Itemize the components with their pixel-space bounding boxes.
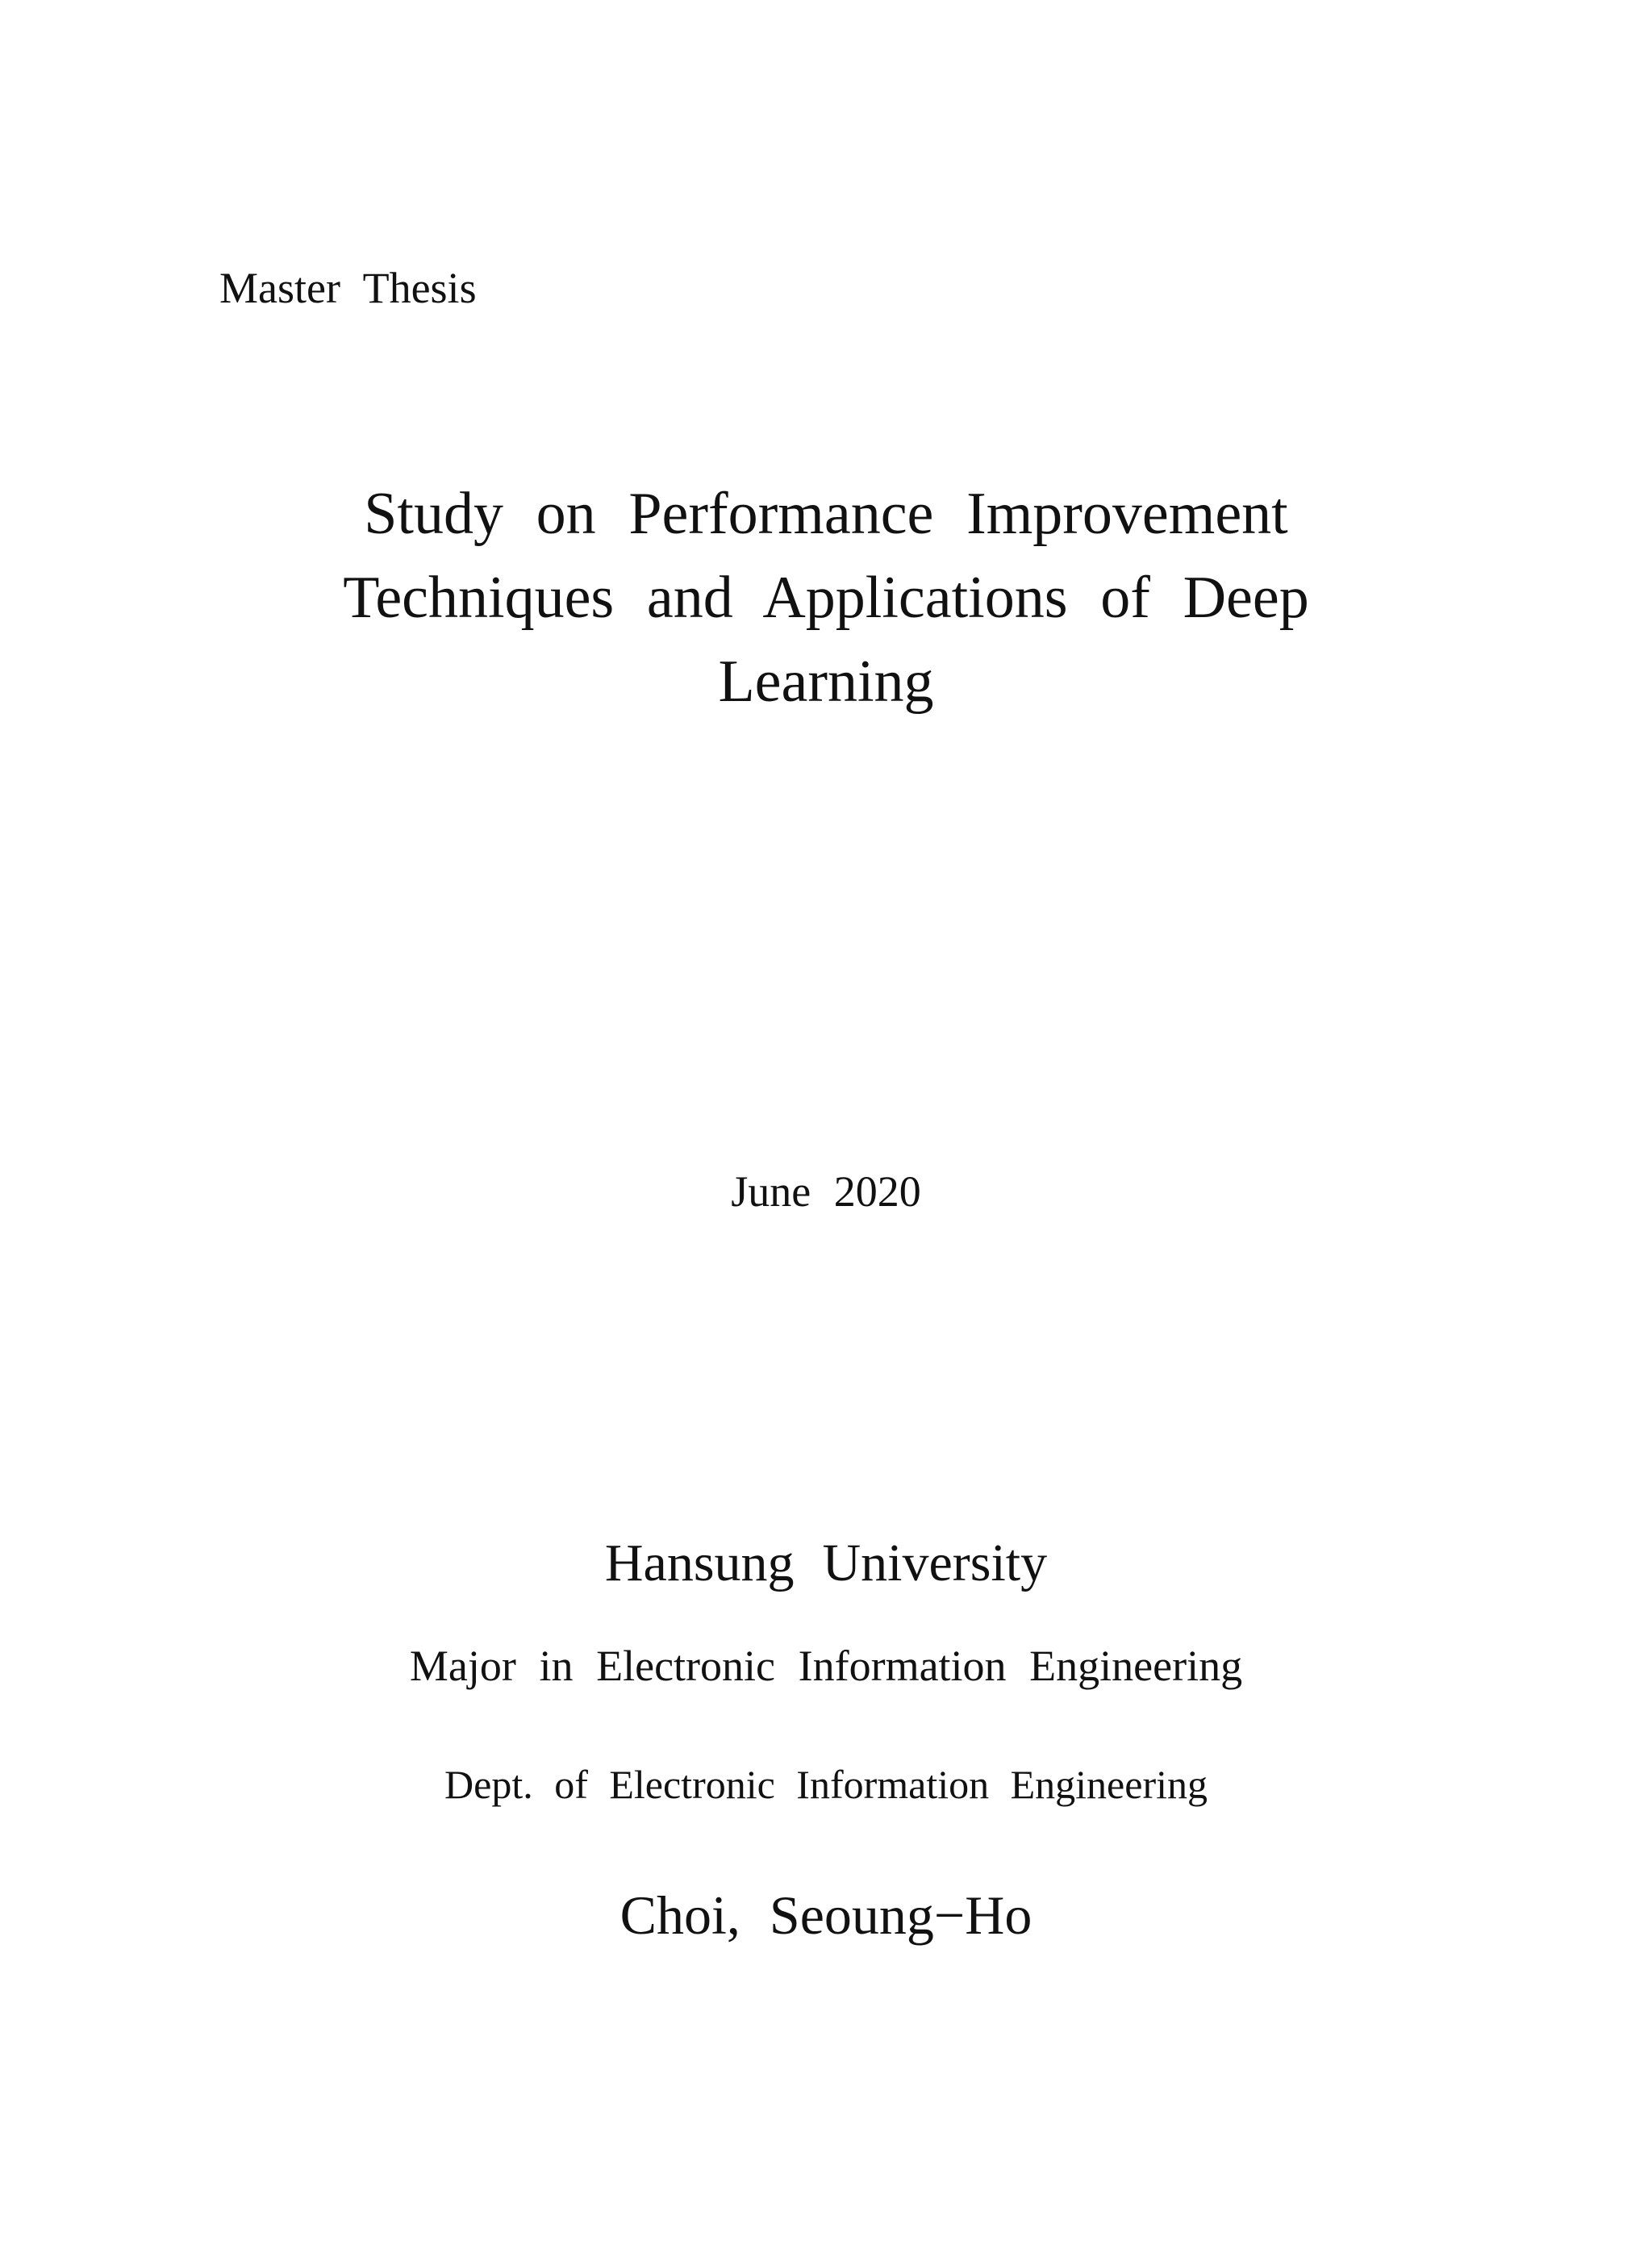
title-line-1: Study on Performance Improvement [364,481,1288,547]
university-name: Hansung University [604,1534,1048,1592]
title-line-3: Learning [718,649,934,715]
thesis-title [0,472,1652,724]
major-name: Major in Electronic Information Engineering [409,1642,1243,1690]
submission-date: June 2020 [731,1167,921,1216]
thesis-type-label: Master Thesis [219,264,477,312]
author-name: Choi, Seoung−Ho [620,1884,1032,1946]
title-line-2: Techniques and Applications of Deep [343,565,1309,631]
department-name: Dept. of Electronic Information Engineering [444,1762,1208,1807]
